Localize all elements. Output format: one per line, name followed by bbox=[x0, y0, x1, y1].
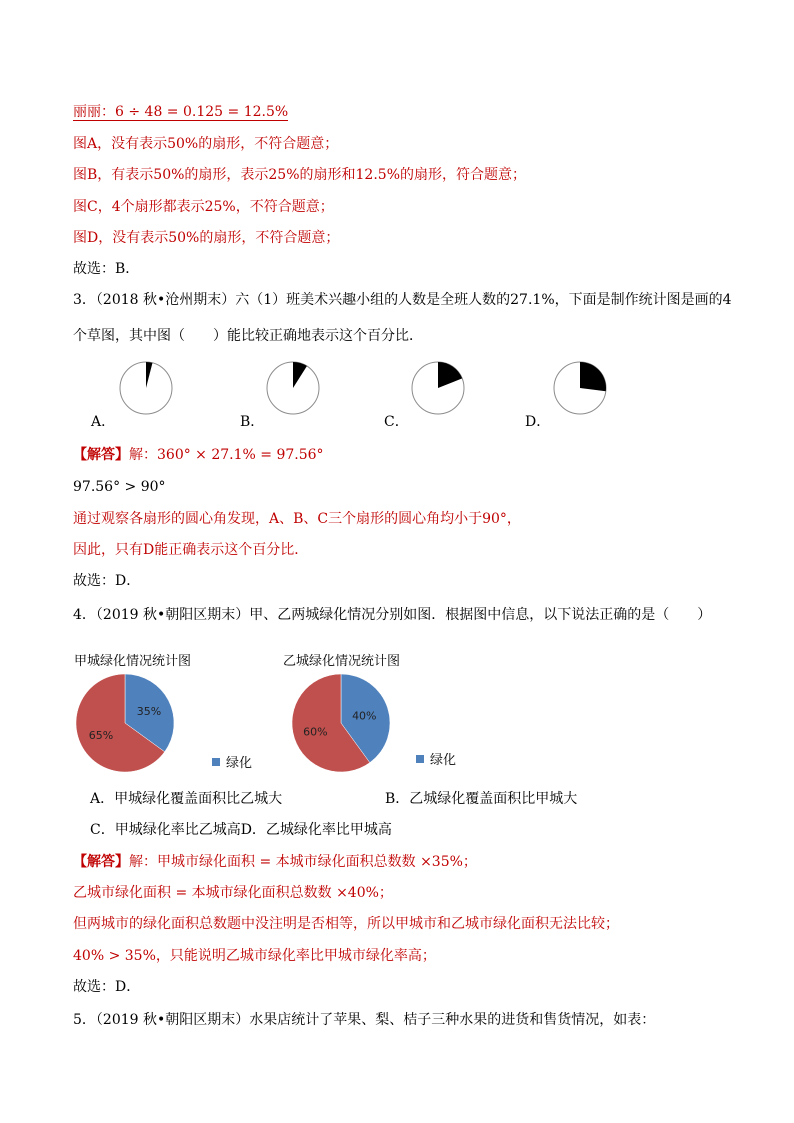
chart2-pie bbox=[290, 672, 392, 774]
q4-answer-line-5: 故选：D． bbox=[73, 979, 141, 995]
pie-label-0: 35% bbox=[136, 704, 162, 718]
sketch-pie-c bbox=[412, 362, 464, 414]
solution-line-3: 图B，有表示50%的扇形，表示25%的扇形和12.5%的扇形，符合题意； bbox=[73, 167, 526, 183]
chart2-legend-label: 绿化 bbox=[430, 753, 457, 768]
chart2-legend bbox=[416, 749, 456, 768]
q4-answer-text: 解：甲城市绿化面积 = 本城市绿化面积总数数 ×35%； bbox=[129, 854, 477, 870]
q3-option-a: A． bbox=[91, 414, 116, 430]
q3-answer-line-4: 因此，只有D能正确表示这个百分比． bbox=[73, 542, 309, 558]
q3-option-d: D． bbox=[525, 414, 551, 430]
chart2-title: 乙城绿化情况统计图 bbox=[283, 654, 401, 669]
sketch-pie-d bbox=[554, 362, 606, 414]
pie-label-0: 40% bbox=[352, 709, 377, 723]
q3-answer-line-1 bbox=[73, 445, 324, 465]
q4-choice-b: B．乙城绿化覆盖面积比甲城大 bbox=[385, 791, 578, 807]
q4-answer-line-4: 40% > 35%，只能说明乙城市绿化率比甲城市绿化率高； bbox=[73, 948, 436, 964]
q3-stem-line-1: 3．（2018 秋•沧州期末）六（1）班美术兴趣小组的人数是全班人数的27.1%，下面是制作统计图是画的4 bbox=[73, 292, 732, 308]
solution-line-1: 丽丽：6 ÷ 48 = 0.125 = 12.5% bbox=[73, 104, 289, 120]
solution-line-2: 图A，没有表示50%的扇形，不符合题意； bbox=[73, 136, 339, 152]
solution-line-6: 故选：B． bbox=[73, 261, 140, 277]
q3-option-b: B． bbox=[240, 414, 265, 430]
solution-line-4: 图C，4个扇形都表示25%，不符合题意； bbox=[73, 199, 334, 215]
legend-swatch bbox=[416, 755, 424, 763]
q4-stem: 4．（2019 秋•朝阳区期末）甲、乙两城绿化情况分别如图．根据图中信息，以下说法正确的是（ ） bbox=[73, 607, 712, 623]
answer-tag: 【解答】 bbox=[73, 854, 129, 870]
q3-answer-line-5: 故选：D． bbox=[73, 573, 141, 589]
q3-answer-line-2: 97.56° > 90° bbox=[73, 479, 166, 495]
pie-label-1: 65% bbox=[88, 729, 114, 743]
q3-answer-line-3: 通过观察各扇形的圆心角发现，A、B、C三个扇形的圆心角均小于90°， bbox=[73, 511, 521, 527]
chart1-legend bbox=[212, 752, 252, 771]
q4-choice-a: A．甲城绿化覆盖面积比乙城大 bbox=[90, 791, 283, 807]
q3-option-c: C． bbox=[384, 414, 409, 430]
q4-answer-line-2: 乙城市绿化面积 = 本城市绿化面积总数数 ×40%； bbox=[73, 885, 393, 901]
answer-tag: 【解答】 bbox=[73, 447, 129, 463]
sketch-pie-a bbox=[120, 362, 172, 414]
chart1-pie bbox=[74, 672, 176, 774]
legend-swatch bbox=[212, 758, 220, 766]
chart1-legend-label: 绿化 bbox=[226, 756, 253, 771]
q4-answer-line-3: 但两城市的绿化面积总数题中没注明是否相等，所以甲城市和乙城市绿化面积无法比较； bbox=[73, 916, 619, 932]
sketch-pie-b bbox=[267, 362, 319, 414]
q5-stem: 5．（2019 秋•朝阳区期末）水果店统计了苹果、梨、桔子三种水果的进货和售货情况，如表： bbox=[73, 1012, 656, 1028]
chart1-title: 甲城绿化情况统计图 bbox=[74, 654, 192, 669]
solution-line-5: 图D，没有表示50%的扇形，不符合题意； bbox=[73, 230, 340, 246]
sketch-slice bbox=[580, 362, 606, 391]
q4-choice-cd: C．甲城绿化率比乙城高D．乙城绿化率比甲城高 bbox=[90, 822, 392, 838]
q4-answer-line-1 bbox=[73, 852, 477, 872]
q3-stem-line-2: 个草图，其中图（ ）能比较正确地表示这个百分比． bbox=[73, 328, 423, 344]
pie-label-1: 60% bbox=[303, 725, 328, 739]
q3-answer-text: 解：360° × 27.1% = 97.56° bbox=[129, 447, 324, 463]
